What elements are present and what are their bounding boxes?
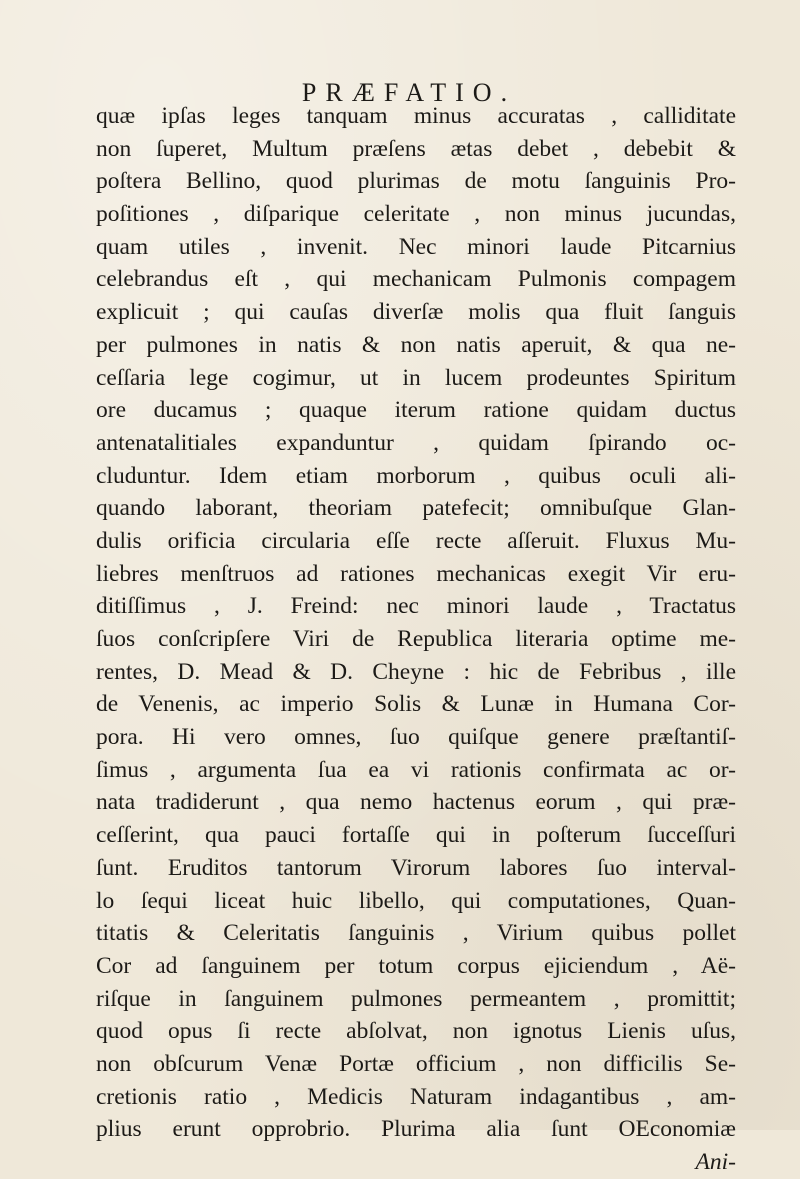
body-text — [96, 100, 736, 1179]
text-line: Cor ad ſanguinem per totum corpus ejiciendum , Aë- — [96, 952, 736, 979]
running-title: PRÆFATIO. — [301, 78, 517, 107]
text-line: per pulmones in natis & non natis aperuit, & qua ne- — [96, 331, 736, 358]
text-line: plius erunt opprobrio. Plurima alia ſunt OEconomiæ — [96, 1116, 736, 1143]
text-line: ditiſſimus , J. Freind: nec minori laude , Tractatus — [96, 593, 736, 620]
text-line: pora. Hi vero omnes, ſuo quiſque genere præſtantiſ- — [96, 724, 736, 751]
text-line: rentes, D. Mead & D. Cheyne : hic de Febribus , ille — [96, 658, 736, 685]
text-line: ceſſaria lege cogimur, ut in lucem prodeuntes Spiritum — [96, 364, 736, 391]
text-line: explicuit ; qui cauſas diverſæ molis qua fluit ſanguis — [96, 299, 736, 326]
text-line: ſuos conſcripſere Viri de Republica literaria optime me- — [96, 626, 736, 652]
text-line: quæ ipſas leges tanquam minus accuratas , calliditate — [96, 103, 736, 129]
text-line: ore ducamus ; quaque iterum ratione quidam ductus — [96, 397, 736, 424]
catchword: Ani- — [695, 1149, 736, 1175]
text-line: cluduntur. Idem etiam morborum , quibus oculi ali- — [96, 462, 736, 489]
text-line: poſitiones , diſparique celeritate , non minus jucundas, — [96, 201, 736, 228]
text-line: dulis orificia circularia eſſe recte aſſeruit. Fluxus Mu- — [96, 527, 736, 554]
text-line: ceſſerint, qua pauci fortaſſe qui in poſterum ſucceſſuri — [96, 822, 736, 849]
text-line: riſque in ſanguinem pulmones permeantem , promittit; — [96, 985, 736, 1012]
text-line: lo ſequi liceat huic libello, qui computationes, Quan- — [96, 887, 736, 914]
text-line: liebres menſtruos ad rationes mechanicas exegit Vir eru- — [96, 560, 736, 587]
text-line: poſtera Bellino, quod plurimas de motu ſanguinis Pro- — [96, 168, 736, 195]
text-line: ſimus , argumenta ſua ea vi rationis confirmata ac or- — [96, 756, 736, 783]
text-line: titatis & Celeritatis ſanguinis , Virium quibus pollet — [96, 920, 736, 947]
text-line: de Venenis, ac imperio Solis & Lunæ in Humana Cor- — [96, 691, 736, 718]
text-line: ſunt. Eruditos tantorum Virorum labores ſuo interval- — [96, 854, 736, 881]
text-line: quando laborant, theoriam patefecit; omnibuſque Glan- — [96, 495, 736, 522]
text-line: non obſcurum Venæ Portæ officium , non difficilis Se- — [96, 1050, 736, 1077]
text-line: cretionis ratio , Medicis Naturam indagantibus , am- — [96, 1083, 736, 1110]
text-line: quod opus ſi recte abſolvat, non ignotus Lienis uſus, — [96, 1018, 736, 1045]
text-line: celebrandus eſt , qui mechanicam Pulmonis compagem — [96, 266, 736, 293]
text-line: antenatalitiales expanduntur , quidam ſpirando oc- — [96, 429, 736, 456]
text-line: nata tradiderunt , qua nemo hactenus eorum , qui præ- — [96, 789, 736, 816]
text-line: non ſuperet, Multum præſens ætas debet , debebit & — [96, 135, 736, 162]
text-line: quam utiles , invenit. Nec minori laude Pitcarnius — [96, 233, 736, 260]
